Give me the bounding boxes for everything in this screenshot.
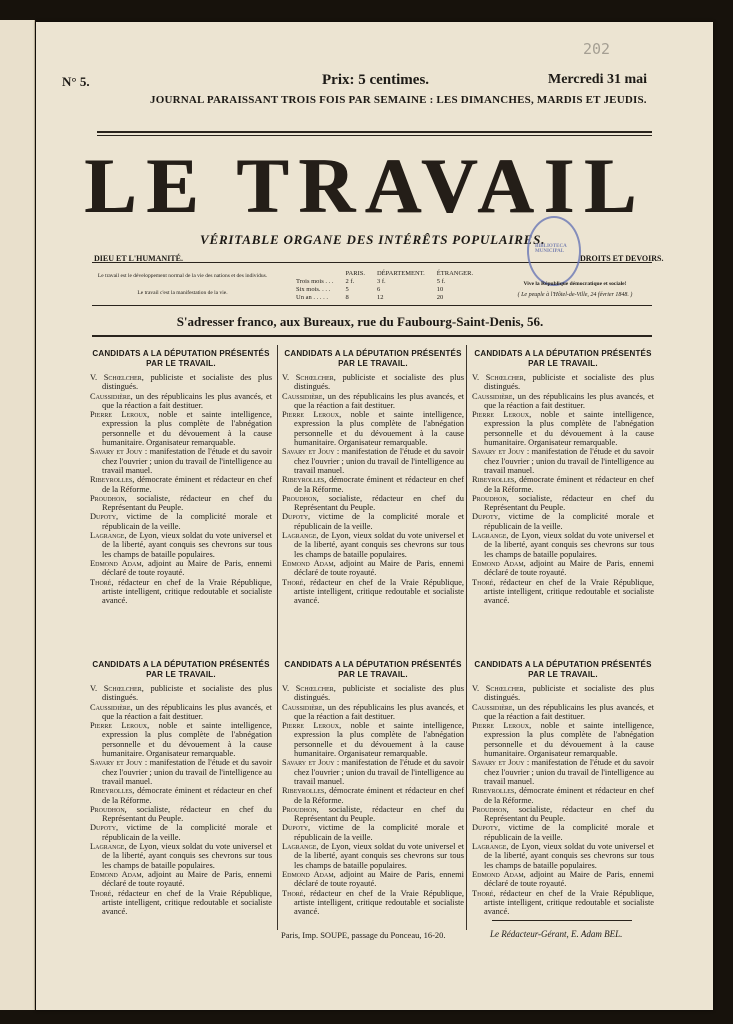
- candidate-name: V. Schœlcher,: [282, 684, 336, 693]
- candidate-description: victime de la complicité morale et républicain de la veille.: [484, 823, 654, 842]
- table-header: ÉTRANGER.: [436, 270, 474, 277]
- table-cell: 20: [436, 294, 444, 301]
- candidate-entry: [472, 758, 654, 786]
- candidate-entry: [90, 721, 272, 758]
- candidate-description: publiciste et socialiste des plus distingués.: [484, 373, 654, 392]
- right-slogan: [490, 280, 660, 299]
- candidate-entry: [472, 684, 654, 703]
- candidate-name: Dupoty,: [90, 512, 119, 522]
- candidates-title: CANDIDATS A LA DÉPUTATION PRÉSENTÉS PAR LE TRAVAIL.: [284, 349, 462, 368]
- candidate-entry: [282, 684, 464, 703]
- candidate-description: victime de la complicité morale et républicain de la veille.: [102, 823, 272, 842]
- candidate-entry: [282, 373, 464, 392]
- candidate-description: socialiste, rédacteur en chef du Représentant du Peuple.: [294, 493, 464, 513]
- candidates-title: CANDIDATS A LA DÉPUTATION PRÉSENTÉS PAR LE TRAVAIL.: [474, 660, 652, 679]
- candidate-entry: [282, 559, 464, 578]
- candidate-description: de Lyon, vieux soldat du vote universel et de la liberté, ayant conquis ses chevrons sur tous les champs de bataille populaires.: [102, 842, 272, 870]
- candidate-name: Ribeyrolles,: [90, 786, 135, 796]
- candidate-description: démocrate éminent et rédacteur en chef de la Réforme.: [484, 475, 654, 494]
- candidates-title: CANDIDATS A LA DÉPUTATION PRÉSENTÉS PAR LE TRAVAIL.: [92, 660, 270, 679]
- candidate-description: rédacteur en chef de la Vraie République, artiste intelligent, critique redoutable et socialiste avancé.: [294, 577, 464, 606]
- column-separator: [277, 345, 278, 930]
- candidate-description: publiciste et socialiste des plus distingués.: [294, 684, 464, 703]
- candidate-description: de Lyon, vieux soldat du vote universel et de la liberté, ayant conquis ses chevrons sur tous les champs de bataille populaires.: [484, 531, 654, 559]
- candidate-entry: [282, 494, 464, 513]
- candidate-description: socialiste, rédacteur en chef du Représentant du Peuple.: [102, 493, 272, 513]
- candidate-description: adjoint au Maire de Paris, ennemi déclaré de toute royauté.: [484, 558, 654, 578]
- candidate-description: rédacteur en chef de la Vraie République, artiste intelligent, critique redoutable et socialiste avancé.: [484, 577, 654, 606]
- maxim-2: Le travail c'est la manifestation de la vie.: [137, 290, 228, 296]
- candidate-name: Proudhon,: [90, 493, 127, 503]
- candidate-entry: [472, 373, 654, 392]
- candidate-description: adjoint au Maire de Paris, ennemi déclaré de toute royauté.: [102, 869, 272, 889]
- candidate-name: V. Schœlcher,: [472, 373, 526, 382]
- candidate-name: V. Schœlcher,: [282, 373, 336, 382]
- candidate-entry: [282, 703, 464, 722]
- table-row: [290, 286, 479, 294]
- candidates-block: [90, 349, 272, 605]
- candidate-description: manifestation de l'étude et du savoir chez l'ouvrier ; union du travail de l'intelligence au travail manuel.: [102, 758, 272, 786]
- candidate-entry: [282, 842, 464, 870]
- table-cell: 5 f.: [436, 278, 446, 285]
- candidate-name: Dupoty,: [472, 823, 501, 833]
- table-row: [290, 278, 479, 286]
- address-rule-bottom: [92, 335, 652, 337]
- candidate-name: Savary et Jouy :: [472, 447, 530, 457]
- candidates-block: [472, 349, 654, 605]
- candidate-entry: [90, 703, 272, 722]
- candidate-name: Pierre Leroux,: [282, 410, 342, 420]
- candidate-name: Edmond Adam,: [472, 558, 526, 568]
- candidate-name: Lagrange,: [90, 531, 127, 541]
- candidate-entry: [90, 842, 272, 870]
- candidate-description: rédacteur en chef de la Vraie République, artiste intelligent, critique redoutable et socialiste avancé.: [102, 577, 272, 606]
- candidate-name: Savary et Jouy :: [472, 758, 530, 768]
- candidates-title: CANDIDATS A LA DÉPUTATION PRÉSENTÉS PAR LE TRAVAIL.: [92, 349, 270, 368]
- candidate-description: de Lyon, vieux soldat du vote universel et de la liberté, ayant conquis ses chevrons sur tous les champs de bataille populaires.: [102, 531, 272, 559]
- candidate-name: Ribeyrolles,: [90, 475, 135, 485]
- candidate-name: Caussidière,: [282, 702, 325, 712]
- candidate-name: Thoré,: [282, 888, 306, 898]
- candidate-description: un des républicains les plus avancés, et que la réaction a fait destituer.: [484, 702, 654, 721]
- candidate-description: démocrate éminent et rédacteur en chef de la Réforme.: [294, 475, 464, 494]
- candidate-description: de Lyon, vieux soldat du vote universel et de la liberté, ayant conquis ses chevrons sur tous les champs de bataille populaires.: [294, 531, 464, 559]
- candidate-name: Savary et Jouy :: [282, 447, 340, 457]
- candidate-description: de Lyon, vieux soldat du vote universel et de la liberté, ayant conquis ses chevrons sur tous les champs de bataille populaires.: [484, 842, 654, 870]
- candidate-entry: [90, 684, 272, 703]
- candidate-name: Thoré,: [472, 888, 496, 898]
- candidate-entry: [282, 889, 464, 917]
- candidate-entry: [472, 512, 654, 531]
- candidate-name: Proudhon,: [282, 493, 319, 503]
- candidate-name: Ribeyrolles,: [282, 475, 327, 485]
- candidate-entry: [90, 494, 272, 513]
- candidate-entry: [282, 410, 464, 447]
- masthead-title: LE TRAVAIL: [84, 142, 646, 229]
- candidate-name: Edmond Adam,: [282, 869, 336, 879]
- candidate-entry: [282, 786, 464, 805]
- table-header: [290, 270, 340, 278]
- header-rule-thin: [97, 135, 652, 136]
- candidate-description: noble et sainte intelligence, expression la plus complète de l'abnégation personnelle et du dévouement à la cause humanitaire. Organisateur remarquable.: [484, 410, 654, 448]
- address-rule-top: [92, 305, 652, 306]
- candidate-description: de Lyon, vieux soldat du vote universel et de la liberté, ayant conquis ses chevrons sur tous les champs de bataille populaires.: [294, 842, 464, 870]
- candidates-block: [90, 660, 272, 916]
- table-cell: 2 f.: [345, 278, 355, 285]
- candidate-description: socialiste, rédacteur en chef du Représentant du Peuple.: [102, 804, 272, 824]
- candidate-description: démocrate éminent et rédacteur en chef de la Réforme.: [484, 786, 654, 805]
- signature-rule: [492, 920, 632, 921]
- table-cell: Trois mois . . .: [296, 278, 334, 285]
- table-cell: 3 f.: [376, 278, 386, 285]
- candidate-entry: [472, 410, 654, 447]
- publication-schedule: JOURNAL PARAISSANT TROIS FOIS PAR SEMAINE : LES DIMANCHES, MARDIS ET JEUDIS.: [150, 94, 647, 106]
- candidate-name: Ribeyrolles,: [282, 786, 327, 796]
- candidate-entry: [90, 578, 272, 606]
- candidate-entry: [282, 447, 464, 475]
- table-cell: Six mois. . . .: [296, 286, 331, 293]
- candidate-name: Savary et Jouy :: [90, 447, 148, 457]
- candidate-name: Edmond Adam,: [90, 558, 144, 568]
- candidate-name: Caussidière,: [472, 391, 515, 401]
- candidate-description: démocrate éminent et rédacteur en chef de la Réforme.: [102, 786, 272, 805]
- candidate-description: publiciste et socialiste des plus distingués.: [102, 684, 272, 703]
- candidate-entry: [472, 842, 654, 870]
- table-cell: 8: [345, 294, 349, 301]
- printer-imprint: Paris, Imp. SOUPE, passage du Ponceau, 16-20.: [281, 930, 446, 940]
- candidate-name: Lagrange,: [472, 842, 509, 852]
- candidate-description: noble et sainte intelligence, expression la plus complète de l'abnégation personnelle et du dévouement à la cause humanitaire. Organisateur remarquable.: [102, 721, 272, 759]
- candidate-name: Pierre Leroux,: [90, 410, 150, 420]
- candidate-name: Pierre Leroux,: [90, 721, 150, 731]
- candidate-name: Caussidière,: [90, 702, 133, 712]
- candidate-description: socialiste, rédacteur en chef du Représentant du Peuple.: [484, 493, 654, 513]
- candidate-name: Pierre Leroux,: [282, 721, 342, 731]
- candidate-entry: [282, 475, 464, 494]
- candidate-name: Ribeyrolles,: [472, 475, 517, 485]
- table-header: PARIS.: [345, 270, 365, 277]
- candidate-name: Lagrange,: [282, 842, 319, 852]
- candidate-name: Caussidière,: [90, 391, 133, 401]
- candidate-name: Savary et Jouy :: [90, 758, 148, 768]
- candidate-name: V. Schœlcher,: [90, 373, 144, 382]
- candidate-name: Proudhon,: [472, 804, 509, 814]
- candidate-description: victime de la complicité morale et républicain de la veille.: [294, 823, 464, 842]
- candidate-name: Savary et Jouy :: [282, 758, 340, 768]
- candidate-entry: [90, 512, 272, 531]
- candidate-entry: [90, 823, 272, 842]
- candidate-description: adjoint au Maire de Paris, ennemi déclaré de toute royauté.: [294, 869, 464, 889]
- candidate-entry: [282, 512, 464, 531]
- candidate-description: adjoint au Maire de Paris, ennemi déclaré de toute royauté.: [102, 558, 272, 578]
- candidate-entry: [90, 758, 272, 786]
- table-cell: 10: [436, 286, 444, 293]
- candidate-description: manifestation de l'étude et du savoir chez l'ouvrier ; union du travail de l'intelligence au travail manuel.: [294, 758, 464, 786]
- candidate-entry: [90, 373, 272, 392]
- masthead-subtitle: VÉRITABLE ORGANE DES INTÉRÊTS POPULAIRES.: [200, 232, 546, 247]
- candidate-entry: [472, 494, 654, 513]
- candidate-name: Pierre Leroux,: [472, 410, 532, 420]
- table-header: DÉPARTEMENT.: [376, 270, 425, 277]
- candidate-description: publiciste et socialiste des plus distingués.: [484, 684, 654, 703]
- candidate-description: victime de la complicité morale et républicain de la veille.: [102, 512, 272, 531]
- candidate-entry: [282, 805, 464, 824]
- candidate-name: V. Schœlcher,: [90, 684, 144, 693]
- left-maxims: [90, 272, 275, 297]
- price: Prix: 5 centimes.: [322, 72, 430, 88]
- library-stamp: [527, 216, 581, 286]
- candidate-name: Dupoty,: [282, 823, 311, 833]
- candidate-description: noble et sainte intelligence, expression la plus complète de l'abnégation personnelle et du dévouement à la cause humanitaire. Organisateur remarquable.: [484, 721, 654, 759]
- candidate-entry: [90, 392, 272, 411]
- table-cell: 6: [376, 286, 381, 293]
- candidate-name: Thoré,: [472, 577, 496, 587]
- candidates-block: [282, 660, 464, 916]
- table-cell: 5: [345, 286, 349, 293]
- candidate-description: un des républicains les plus avancés, et que la réaction a fait destituer.: [102, 702, 272, 721]
- candidates-title: CANDIDATS A LA DÉPUTATION PRÉSENTÉS PAR LE TRAVAIL.: [474, 349, 652, 368]
- candidate-name: Thoré,: [90, 577, 114, 587]
- candidate-name: Lagrange,: [90, 842, 127, 852]
- candidate-description: démocrate éminent et rédacteur en chef de la Réforme.: [102, 475, 272, 494]
- candidate-name: V. Schœlcher,: [472, 684, 526, 693]
- right-motto: DROITS ET DEVOIRS.: [580, 254, 664, 263]
- slogan: Vive la République démocratique et sociale!: [523, 281, 627, 287]
- issue-number: N° 5.: [62, 74, 90, 89]
- candidate-name: Dupoty,: [472, 512, 501, 522]
- candidate-entry: [282, 531, 464, 559]
- candidate-name: Lagrange,: [282, 531, 319, 541]
- left-motto: DIEU ET L'HUMANITÉ.: [94, 254, 183, 263]
- candidate-description: un des républicains les plus avancés, et que la réaction a fait destituer.: [294, 391, 464, 410]
- candidate-entry: [90, 889, 272, 917]
- candidate-entry: [90, 870, 272, 889]
- header-rule: [97, 131, 652, 133]
- issue-date: Mercredi 31 mai: [548, 72, 648, 87]
- candidate-entry: [282, 870, 464, 889]
- candidate-entry: [90, 410, 272, 447]
- candidate-name: Dupoty,: [282, 512, 311, 522]
- candidate-description: publiciste et socialiste des plus distingués.: [294, 373, 464, 392]
- candidate-description: rédacteur en chef de la Vraie République, artiste intelligent, critique redoutable et socialiste avancé.: [294, 888, 464, 917]
- candidate-description: un des républicains les plus avancés, et que la réaction a fait destituer.: [102, 391, 272, 410]
- candidate-name: Edmond Adam,: [472, 869, 526, 879]
- candidates-block: [282, 349, 464, 605]
- candidate-name: Proudhon,: [282, 804, 319, 814]
- candidate-name: Lagrange,: [472, 531, 509, 541]
- candidate-entry: [472, 786, 654, 805]
- candidate-description: noble et sainte intelligence, expression la plus complète de l'abnégation personnelle et du dévouement à la cause humanitaire. Organisateur remarquable.: [294, 721, 464, 759]
- candidate-entry: [472, 703, 654, 722]
- candidate-entry: [472, 531, 654, 559]
- candidate-entry: [472, 578, 654, 606]
- folio-number: 202: [583, 40, 611, 58]
- candidate-description: socialiste, rédacteur en chef du Représentant du Peuple.: [484, 804, 654, 824]
- candidate-entry: [472, 392, 654, 411]
- subscription-table: [290, 270, 479, 302]
- candidate-description: manifestation de l'étude et du savoir chez l'ouvrier ; union du travail de l'intelligence au travail manuel.: [484, 447, 654, 475]
- candidate-entry: [282, 758, 464, 786]
- candidate-description: socialiste, rédacteur en chef du Représentant du Peuple.: [294, 804, 464, 824]
- candidate-entry: [282, 392, 464, 411]
- candidate-entry: [472, 475, 654, 494]
- candidate-entry: [90, 531, 272, 559]
- candidate-entry: [472, 823, 654, 842]
- candidate-name: Edmond Adam,: [90, 869, 144, 879]
- candidate-name: Ribeyrolles,: [472, 786, 517, 796]
- candidate-entry: [90, 805, 272, 824]
- previous-page-edge: [0, 20, 35, 1010]
- candidate-name: Edmond Adam,: [282, 558, 336, 568]
- candidate-name: Proudhon,: [472, 493, 509, 503]
- candidate-entry: [472, 805, 654, 824]
- candidate-description: rédacteur en chef de la Vraie République, artiste intelligent, critique redoutable et socialiste avancé.: [102, 888, 272, 917]
- table-cell: 12: [376, 294, 384, 301]
- candidate-entry: [282, 721, 464, 758]
- candidate-description: manifestation de l'étude et du savoir chez l'ouvrier ; union du travail de l'intelligence au travail manuel.: [102, 447, 272, 475]
- candidate-name: Proudhon,: [90, 804, 127, 814]
- candidate-entry: [472, 870, 654, 889]
- candidate-description: un des républicains les plus avancés, et que la réaction a fait destituer.: [294, 702, 464, 721]
- candidates-block: [472, 660, 654, 916]
- column-separator: [466, 345, 467, 930]
- candidate-description: victime de la complicité morale et républicain de la veille.: [294, 512, 464, 531]
- candidate-description: démocrate éminent et rédacteur en chef de la Réforme.: [294, 786, 464, 805]
- candidate-entry: [90, 786, 272, 805]
- maxim-1: Le travail est le développement normal de la vie des nations et des individus.: [97, 273, 268, 279]
- slogan-quote: ( Le peuple à l'Hôtel-de-Ville, 24 février 1848. ): [517, 292, 633, 298]
- candidate-description: victime de la complicité morale et républicain de la veille.: [484, 512, 654, 531]
- candidates-title: CANDIDATS A LA DÉPUTATION PRÉSENTÉS PAR LE TRAVAIL.: [284, 660, 462, 679]
- candidate-description: adjoint au Maire de Paris, ennemi déclaré de toute royauté.: [484, 869, 654, 889]
- candidate-entry: [472, 721, 654, 758]
- candidate-description: manifestation de l'étude et du savoir chez l'ouvrier ; union du travail de l'intelligence au travail manuel.: [484, 758, 654, 786]
- candidate-entry: [90, 559, 272, 578]
- candidate-name: Pierre Leroux,: [472, 721, 532, 731]
- subscription-header-row: [290, 270, 479, 278]
- candidate-name: Caussidière,: [282, 391, 325, 401]
- candidate-description: noble et sainte intelligence, expression la plus complète de l'abnégation personnelle et du dévouement à la cause humanitaire. Organisateur remarquable.: [294, 410, 464, 448]
- candidate-name: Thoré,: [282, 577, 306, 587]
- candidate-description: rédacteur en chef de la Vraie République, artiste intelligent, critique redoutable et socialiste avancé.: [484, 888, 654, 917]
- table-cell: Un an . . . . .: [296, 294, 328, 301]
- candidate-description: manifestation de l'étude et du savoir chez l'ouvrier ; union du travail de l'intelligence au travail manuel.: [294, 447, 464, 475]
- candidate-description: noble et sainte intelligence, expression la plus complète de l'abnégation personnelle et du dévouement à la cause humanitaire. Organisateur remarquable.: [102, 410, 272, 448]
- stamp-text: BIBLIOTECA MUNICIPAL: [535, 244, 567, 254]
- candidate-entry: [472, 559, 654, 578]
- candidate-description: adjoint au Maire de Paris, ennemi déclaré de toute royauté.: [294, 558, 464, 578]
- candidate-description: un des républicains les plus avancés, et que la réaction a fait destituer.: [484, 391, 654, 410]
- candidate-entry: [282, 578, 464, 606]
- editor-signature: Le Rédacteur-Gérant, E. Adam BEL.: [490, 929, 623, 939]
- candidate-entry: [282, 823, 464, 842]
- table-row: [290, 294, 479, 302]
- candidate-name: Dupoty,: [90, 823, 119, 833]
- candidate-entry: [472, 889, 654, 917]
- candidate-name: Caussidière,: [472, 702, 515, 712]
- candidate-entry: [472, 447, 654, 475]
- candidate-description: publiciste et socialiste des plus distingués.: [102, 373, 272, 392]
- candidate-entry: [90, 475, 272, 494]
- candidate-name: Thoré,: [90, 888, 114, 898]
- candidate-entry: [90, 447, 272, 475]
- office-address: S'adresser franco, aux Bureaux, rue du Faubourg-Saint-Denis, 56.: [176, 314, 544, 329]
